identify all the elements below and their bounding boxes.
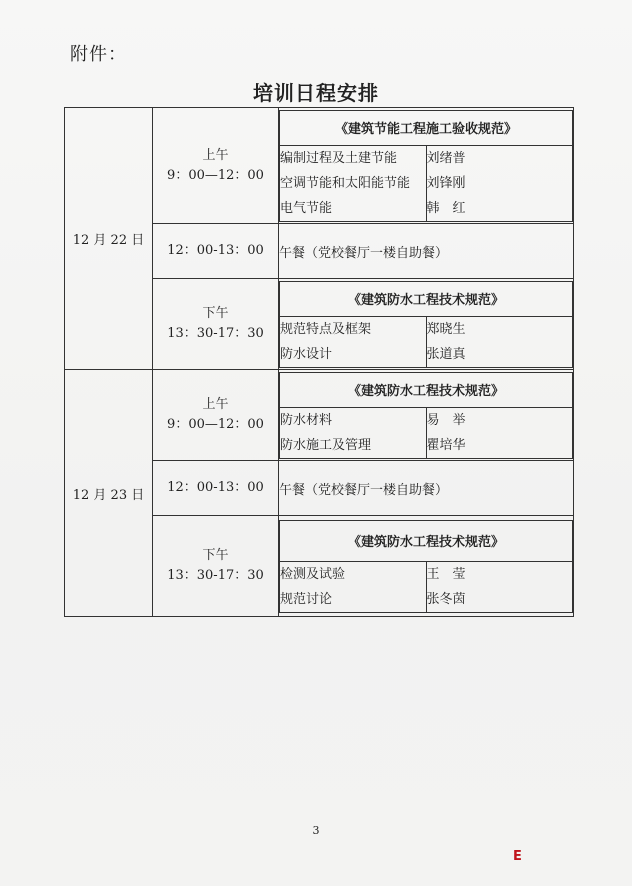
- session-topic: 规范讨论: [280, 591, 333, 607]
- speaker-name: 张道真: [426, 346, 466, 362]
- day2-morning-period: 上午: [202, 397, 229, 412]
- session-topic: 防水材料: [280, 412, 333, 428]
- speaker-name: 王 莹: [426, 566, 466, 582]
- session-topic: 防水施工及管理: [280, 437, 372, 453]
- day1-afternoon-period: 下午: [202, 306, 229, 321]
- attachment-label: 附件：: [70, 44, 127, 65]
- corner-mark: E: [513, 849, 522, 864]
- day2-morning-course: 《建筑防水工程技术规范》: [280, 372, 573, 407]
- day1-afternoon-time: 13：30-17：30: [167, 326, 264, 341]
- day1-afternoon-speakers: [426, 316, 573, 367]
- speaker-name: 刘锋刚: [426, 175, 466, 191]
- speaker-name: 韩 红: [426, 200, 466, 216]
- day2-lunch-time: 12：00-13：00: [153, 461, 279, 516]
- session-topic: 检测及试验: [280, 566, 346, 582]
- day1-morning-row: [65, 108, 574, 224]
- day1-date: 12 月 22 日: [65, 108, 153, 370]
- day1-morning-items: [280, 145, 427, 221]
- day2-date: 12 月 23 日: [65, 370, 153, 617]
- day2-morning-time: 9：00—12：00: [167, 417, 264, 432]
- speaker-name: 刘绪普: [426, 150, 466, 166]
- day2-lunch-text: 午餐（党校餐厅一楼自助餐）: [279, 461, 574, 516]
- day1-afternoon-detail: [279, 279, 574, 370]
- day1-morning-period: 上午: [202, 147, 229, 163]
- day1-afternoon-course: 《建筑防水工程技术规范》: [280, 281, 573, 316]
- speaker-name: 瞿培华: [426, 437, 466, 453]
- day2-morning-row: [65, 370, 574, 461]
- session-topic: 编制过程及土建节能: [280, 150, 398, 166]
- day1-afternoon-time-cell: [153, 279, 279, 370]
- session-topic: 电气节能: [280, 200, 333, 216]
- day1-morning-detail: [279, 108, 574, 224]
- day2-morning-detail: [279, 370, 574, 461]
- day1-morning-speakers: [426, 145, 573, 221]
- page-title: 培训日程安排: [253, 81, 379, 105]
- speaker-name: 张冬茵: [426, 591, 466, 607]
- day2-afternoon-time-cell: [153, 516, 279, 617]
- speaker-name: 易 举: [426, 412, 466, 428]
- speaker-name: 郑晓生: [426, 321, 466, 337]
- schedule-table: [64, 107, 574, 617]
- session-topic: 防水设计: [280, 346, 333, 362]
- day1-lunch-time: 12：00-13：00: [153, 224, 279, 279]
- day2-morning-items: [280, 407, 427, 458]
- day2-afternoon-course: 《建筑防水工程技术规范》: [280, 520, 573, 561]
- day2-afternoon-time: 13：30-17：30: [167, 568, 264, 583]
- day2-afternoon-period: 下午: [202, 548, 229, 563]
- day2-morning-time-cell: [153, 370, 279, 461]
- day1-afternoon-items: [280, 316, 427, 367]
- session-topic: 规范特点及框架: [280, 321, 372, 337]
- day1-morning-time: 9：00—12：00: [167, 167, 264, 183]
- day1-morning-time-cell: [153, 108, 279, 224]
- day2-afternoon-detail: [279, 516, 574, 617]
- page-number: 3: [312, 824, 320, 837]
- day1-lunch-text: 午餐（党校餐厅一楼自助餐）: [279, 224, 574, 279]
- session-topic: 空调节能和太阳能节能: [280, 175, 411, 191]
- day1-morning-course: 《建筑节能工程施工验收规范》: [280, 110, 573, 145]
- day2-morning-speakers: [426, 407, 573, 458]
- day2-afternoon-items: [280, 561, 427, 612]
- day2-afternoon-speakers: [426, 561, 573, 612]
